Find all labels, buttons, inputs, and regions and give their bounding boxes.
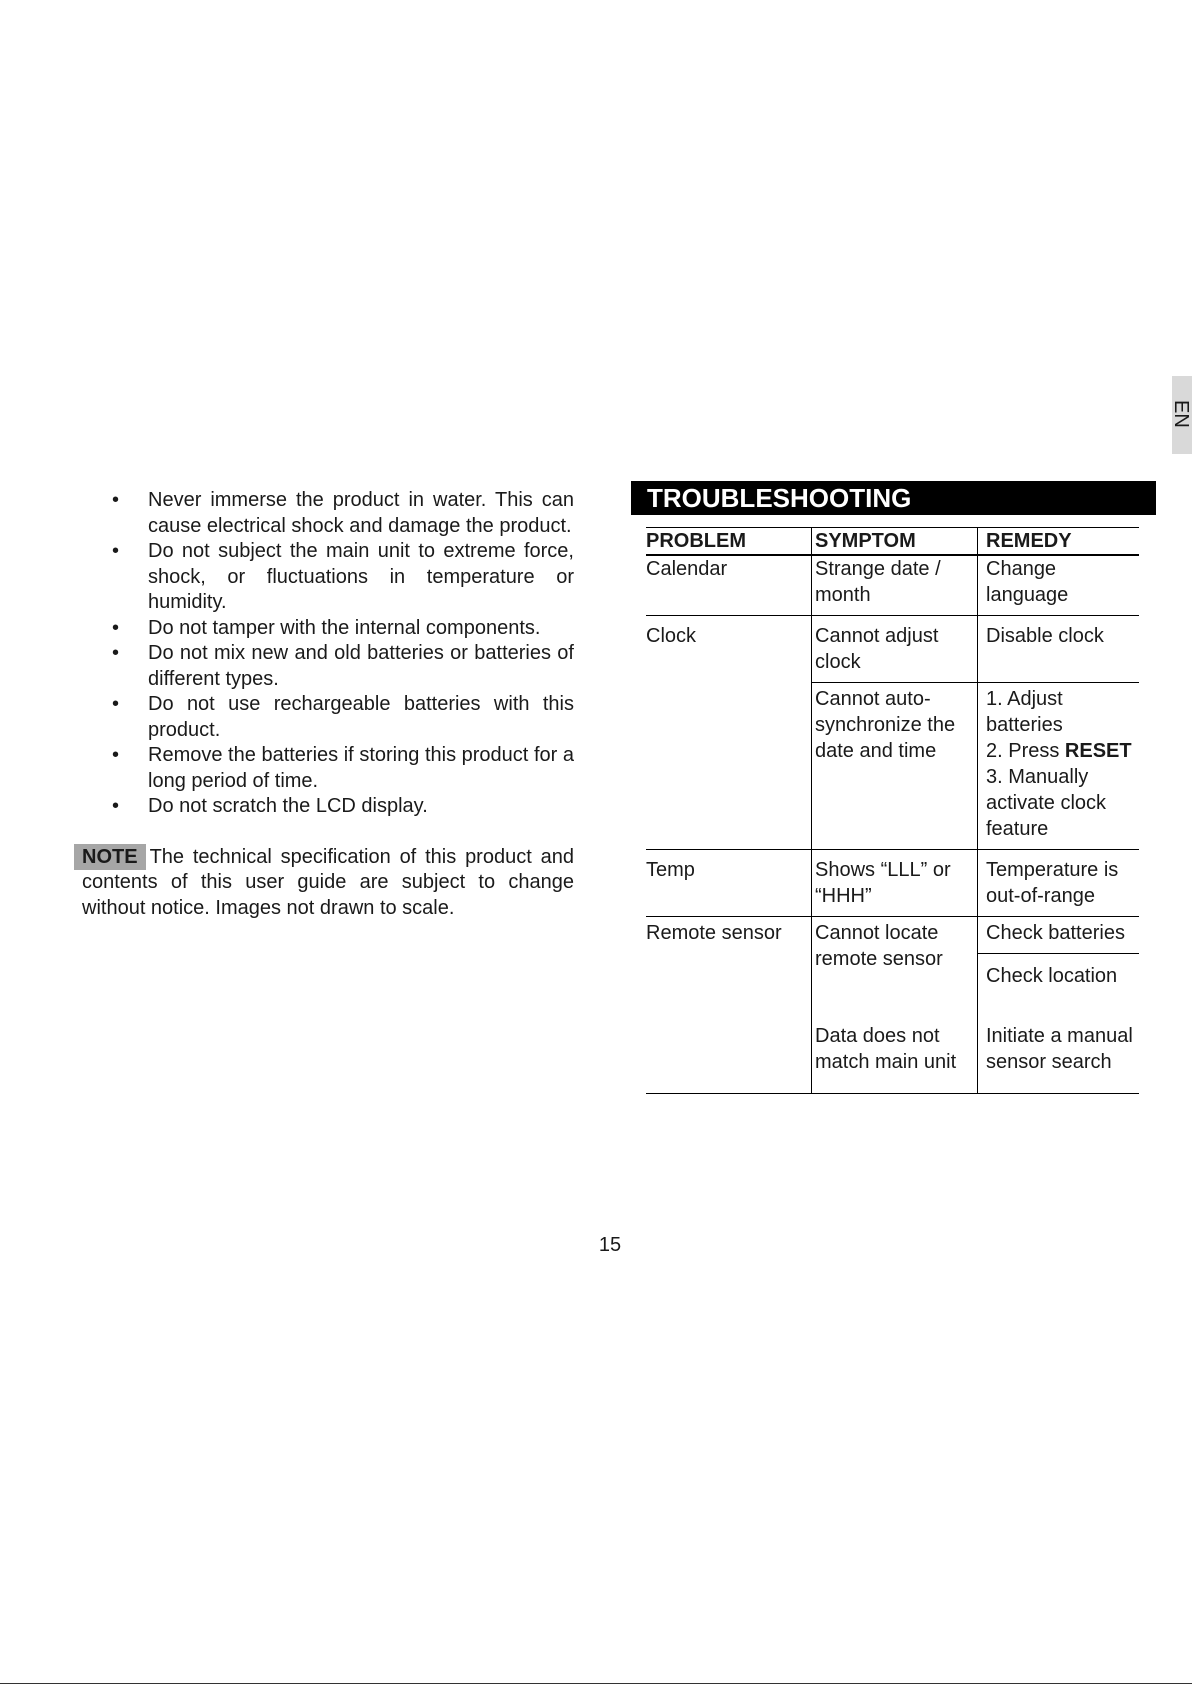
header-symptom: SYMPTOM [812, 528, 978, 556]
cell-remedy: Disable clock [978, 616, 1140, 683]
header-problem: PROBLEM [646, 528, 812, 556]
cell-remedy: Initiate a manual sensor search [978, 1016, 1140, 1094]
note-paragraph [74, 844, 574, 922]
cell-problem: Calendar [646, 555, 812, 616]
reset-key-label: RESET [1064, 740, 1132, 762]
cell-remedy: Change language [978, 555, 1140, 616]
table-header-row [646, 528, 1139, 556]
troubleshooting-table [646, 527, 1139, 1094]
safety-item: • Do not mix new and old batteries or batteries of different types. [148, 641, 574, 692]
language-tab-label: EN [1170, 400, 1192, 428]
note-badge: NOTE [74, 844, 146, 870]
header-remedy: REMEDY [978, 528, 1140, 556]
cell-symptom: Shows “LLL” or “HHH” [812, 850, 978, 917]
cell-problem: Clock [646, 616, 812, 850]
cell-remedy: Check batteries [978, 917, 1140, 954]
safety-section [74, 488, 574, 941]
note-text: The technical specification of this product and contents of this user guide are subject to change without notice. Images not drawn to scale. [82, 845, 574, 919]
cell-symptom: Strange date / month [812, 555, 978, 616]
table-row [646, 917, 1139, 954]
remedy-step: 2. Press RESET [986, 740, 1132, 762]
language-tab [1172, 376, 1192, 454]
safety-item: • Do not subject the main unit to extreme force, shock, or fluctuations in temperature or humidity. [148, 539, 574, 616]
safety-item: • Do not use rechargeable batteries with this product. [148, 692, 574, 743]
safety-item: • Do not tamper with the internal components. [148, 616, 574, 642]
cell-remedy [978, 683, 1140, 850]
remedy-step: 1. Adjust batteries [986, 688, 1063, 736]
safety-item: • Remove the batteries if storing this product for a long period of time. [148, 743, 574, 794]
troubleshooting-title: TROUBLESHOOTING [631, 481, 1156, 515]
table-row [646, 616, 1139, 683]
cell-problem: Temp [646, 850, 812, 917]
table-row [646, 850, 1139, 917]
cell-remedy: Check location [978, 954, 1140, 1017]
cell-symptom: Cannot auto-synchronize the date and time [812, 683, 978, 850]
cell-remedy: Temperature is out-of-range [978, 850, 1140, 917]
page-number: 15 [598, 1234, 622, 1256]
safety-list [74, 488, 574, 820]
safety-item: • Never immerse the product in water. This can cause electrical shock and damage the product. [148, 488, 574, 539]
cell-symptom: Cannot adjust clock [812, 616, 978, 683]
remedy-step: 3. Manually activate clock feature [986, 766, 1107, 840]
cell-symptom: Cannot locate remote sensor [812, 917, 978, 1017]
safety-item: • Do not scratch the LCD display. [148, 794, 574, 820]
cell-symptom: Data does not match main unit [812, 1016, 978, 1094]
table-row [646, 555, 1139, 616]
cell-problem: Remote sensor [646, 917, 812, 1094]
footer-divider [0, 1683, 1192, 1684]
